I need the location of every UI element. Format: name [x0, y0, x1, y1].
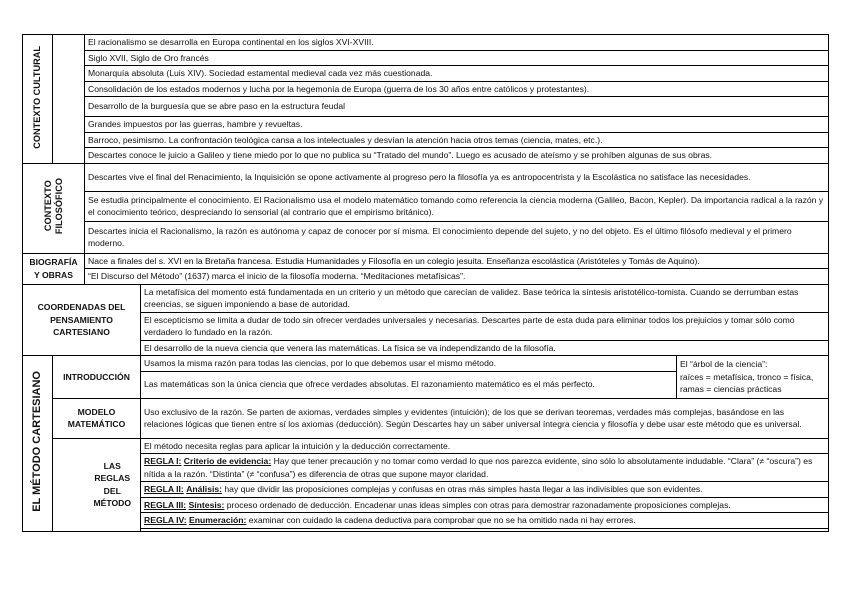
reglas-intro: El método necesita reglas para aplicar la intuición y la deducción correctamente. [141, 438, 829, 454]
regla-1: REGLA I: Criterio de evidencia: Hay que tener precaución y no tomar como verdad lo que nos parezca evidente, sino sólo lo absolutamente indudable. “Clara” (≠ “oscura”) es nítida a la razón. “Distinta” (≠ “confusa”) es diferencia de otras que supone mayor claridad. [141, 454, 829, 482]
introduccion-label: INTRODUCCIÓN [53, 356, 141, 399]
filosofico-row: Descartes vive el final del Renacimiento, la Inquisición se opone activamente al progreso pero la filosofía ya es antropocentrista y la Escolástica no satisface las necesidades. [85, 163, 829, 191]
cultural-row: Descartes conoce le juicio a Galileo y tiene miedo por lo que no publica su “Tratado del mundo”. Luego es acusado de ateísmo y se prohíben algunas de sus obras. [85, 148, 829, 164]
cultural-row: Consolidación de los estados modernos y lucha por la hegemonía de Europa (guerra de los 30 años entre católicos y protestantes). [85, 81, 829, 97]
section-coordenadas: COORDENADAS DEL PENSAMIENTO CARTESIANO [23, 284, 141, 356]
introduccion-row: Usamos la misma razón para todas las ciencias, por lo que debemos usar el mismo método. [141, 356, 677, 372]
section-metodo [23, 356, 53, 532]
coordenadas-row: La metafísica del momento está fundamentada en un criterio y un método que carecían de validez. Base teórica la síntesis aristotélico-tomista. Cuando se derrumban estas creencias, se siguen imponiendo a base de autoridad. [141, 284, 829, 312]
coordenadas-row: El desarrollo de la nueva ciencia que venera las matemáticas. La física se va independizando de la filosofía. [141, 340, 829, 356]
arbol-de-la-ciencia: El “árbol de la ciencia”: raíces = metafísica, tronco = física, ramas = ciencias prácticas [677, 356, 829, 399]
summary-table [22, 34, 829, 532]
section-biografia: BIOGRAFÍA Y OBRAS [23, 253, 85, 284]
regla-4: REGLA IV: Enumeración: examinar con cuidado la cadena deductiva para comprobar que no se ha omitido nada ni hay errores. [141, 513, 829, 529]
spacer-cell [141, 528, 829, 531]
introduccion-row: Las matemáticas son la única ciencia que ofrece verdades absolutas. El razonamiento matemático es el más perfecto. [141, 371, 677, 398]
regla-2: REGLA II: Análisis: hay que dividir las proposiciones complejas y confusas en otras más simples hasta llegar a las indivisibles que son evidentes. [141, 482, 829, 498]
spacer-cell [53, 35, 85, 164]
section-contexto-filosofico [23, 163, 85, 253]
spacer-cell [53, 438, 85, 531]
section-title: CONTEXTO FILOSÓFICO [42, 178, 64, 235]
cultural-row: Monarquía absoluta (Luis XIV). Sociedad estamental medieval cada vez más cuestionada. [85, 66, 829, 82]
section-title: CONTEXTO CULTURAL [32, 45, 42, 149]
biografia-row: “El Discurso del Método” (1637) marca el inicio de la filosofía moderna. “Meditaciones metafísicas”. [85, 269, 829, 285]
filosofico-row: Descartes inicia el Racionalismo, la razón es autónoma y capaz de conocer por sí misma. El conocimiento depende del sujeto, y no del objeto. Es el último filósofo medieval y el primero moderno. [85, 221, 829, 253]
modelo-text: Uso exclusivo de la razón. Se parten de axiomas, verdades simples y evidentes (intuición); de los que se derivan teoremas, verdades más complejas, basándose en las relaciones lógicas que tienen entre sí los axiomas (deducción). Según Descartes hay un saber universal íntegra ciencia y filosofía y debe usar este método que es universal. [141, 398, 829, 438]
filosofico-row: Se estudia principalmente el conocimiento. El Racionalismo usa el modelo matemático tomando como referencia la ciencia moderna (Galileo, Bacon, Kepler). Da importancia radical a la razón y el conocimiento teórico, despreciando lo sensorial (al contrario que el empirismo británico). [85, 191, 829, 221]
cultural-row: Grandes impuestos por las guerras, hambre y revueltas. [85, 117, 829, 133]
cultural-row: Barroco, pesimismo. La confrontación teológica cansa a los intelectuales y desvían la atención hacia otros temas (ciencia, mates, etc.). [85, 132, 829, 148]
cultural-row: Siglo XVII, Siglo de Oro francés [85, 50, 829, 66]
cultural-row: El racionalismo se desarrolla en Europa continental en los siglos XVI-XVIII. [85, 35, 829, 51]
cultural-row: Desarrollo de la burguesía que se abre paso en la estructura feudal [85, 97, 829, 117]
modelo-label: MODELO MATEMÁTICO [53, 398, 141, 438]
regla-3: REGLA III: Síntesis: proceso ordenado de deducción. Encadenar unas ideas simples con otras para demostrar razonadamente proposiciones complejas. [141, 497, 829, 513]
biografia-row: Nace a finales del s. XVI en la Bretaña francesa. Estudia Humanidades y Filosofía en un colegio jesuita. Enseñanza escolástica (Aristóteles y Tomás de Aquino). [85, 253, 829, 269]
section-contexto-cultural [23, 35, 53, 164]
reglas-label: LAS REGLAS DEL MÉTODO [85, 438, 141, 531]
section-title: EL MÉTODO CARTESIANO [31, 371, 44, 512]
coordenadas-row: El escepticismo se limita a dudar de todo sin ofrecer verdades universales y necesarias. Descartes parte de esta duda para eliminar todos los prejuicios y tomar sólo como verdadero lo fundado en la razón. [141, 312, 829, 340]
